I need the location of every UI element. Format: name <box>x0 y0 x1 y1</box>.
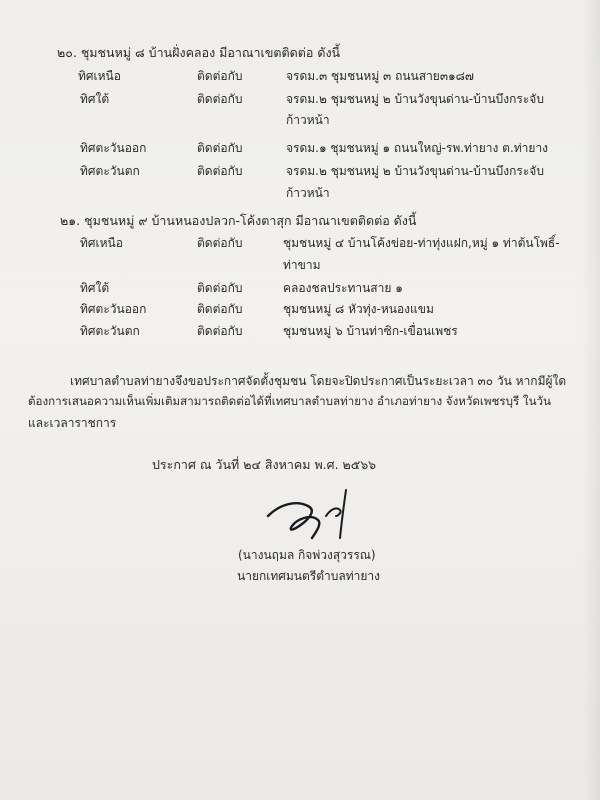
boundary-value-continuation: ก้าวหน้า <box>286 186 330 200</box>
relation-label: ติดต่อกับ <box>197 69 243 83</box>
boundary-value-continuation: ก้าวหน้า <box>286 113 330 127</box>
section-21-row-south <box>0 279 600 299</box>
relation-label: ติดต่อกับ <box>197 281 243 295</box>
direction-label: ทิศตะวันตก <box>80 164 140 178</box>
section-20-row-south <box>0 90 600 110</box>
direction-label: ทิศเหนือ <box>78 69 121 83</box>
section-20-row-east <box>0 139 600 159</box>
relation-label: ติดต่อกับ <box>197 164 243 178</box>
boundary-value: จรดม.๑ ชุมชนหมู่ ๑ ถนนใหญ่-รพ.ท่ายาง ต.ท่ายาง <box>286 141 549 155</box>
boundary-value: จรดม.๓ ชุมชนหมู่ ๓ ถนนสาย๓๑๘๗ <box>286 69 474 83</box>
relation-label: ติดต่อกับ <box>197 92 243 106</box>
boundary-value: จรดม.๒ ชุมชนหมู่ ๒ บ้านวังขุนด่าน-บ้านบึงกระจับ <box>286 92 544 106</box>
boundary-value-continuation: ท่าขาม <box>283 258 321 272</box>
section-21-row-east <box>0 300 600 320</box>
direction-label: ทิศเหนือ <box>80 236 123 250</box>
boundary-value: ชุมชนหมู่ ๘ หัวทุ่ง-หนองแขม <box>283 302 434 316</box>
section-21-row-west <box>0 322 600 342</box>
relation-label: ติดต่อกับ <box>197 141 243 155</box>
direction-label: ทิศใต้ <box>80 281 110 295</box>
section-21-heading: ๒๑. ชุมชนหมู่ ๙ บ้านหนองปลวก-โค้งตาสุก มีอาณาเขตติดต่อ ดังนี้ <box>60 213 417 228</box>
announcement-date: ประกาศ ณ วันที่ ๒๔ สิงหาคม พ.ศ. ๒๕๖๖ <box>152 457 377 472</box>
section-20-row-west <box>0 162 600 182</box>
signer-title: นายกเทศมนตรีตำบลท่ายาง <box>237 569 380 583</box>
section-21-row-north-cont <box>0 256 600 276</box>
direction-label: ทิศใต้ <box>80 92 110 106</box>
page-edge-shadow <box>582 0 600 800</box>
signer-name: (นางนฤมล กิจพ่วงสุวรรณ) <box>238 548 376 562</box>
relation-label: ติดต่อกับ <box>197 302 243 316</box>
section-20-row-south-cont <box>0 111 600 131</box>
boundary-value: คลองชลประทานสาย ๑ <box>283 281 403 295</box>
direction-label: ทิศตะวันออก <box>80 302 147 316</box>
boundary-value: ชุมชนหมู่ ๔ บ้านโค้งข่อย-ท่าทุ่งแฝก,หมู่ ๑ ท่าต้นโพธิ์- <box>283 236 560 250</box>
announcement-line-3: และเวลาราชการ <box>28 416 117 430</box>
announcement-line-1: เทศบาลตำบลท่ายางจึงขอประกาศจัดตั้งชุมชน โดยจะปิดประกาศเป็นระยะเวลา ๓๐ วัน หากมีผู้ใด <box>70 374 567 388</box>
direction-label: ทิศตะวันตก <box>80 324 140 338</box>
direction-label: ทิศตะวันออก <box>80 141 147 155</box>
announcement-line-2: ต้องการเสนอความเห็นเพิ่มเติมสามารถติดต่อได้ที่เทศบาลตำบลท่ายาง อำเภอท่ายาง จังหวัดเพชรบุรี ในวัน <box>28 394 551 408</box>
signature-graphic <box>258 486 368 548</box>
section-21-row-north <box>0 234 600 254</box>
section-20-row-north <box>0 67 600 87</box>
section-20-heading: ๒๐. ชุมชนหมู่ ๘ บ้านฝั่งคลอง มีอาณาเขตติดต่อ ดังนี้ <box>57 45 341 60</box>
boundary-value: จรดม.๒ ชุมชนหมู่ ๒ บ้านวังขุนด่าน-บ้านบึงกระจับ <box>286 164 544 178</box>
boundary-value: ชุมชนหมู่ ๖ บ้านท่าซิก-เขื่อนเพชร <box>283 324 458 338</box>
section-20-row-west-cont <box>0 184 600 204</box>
relation-label: ติดต่อกับ <box>197 236 243 250</box>
relation-label: ติดต่อกับ <box>197 324 243 338</box>
